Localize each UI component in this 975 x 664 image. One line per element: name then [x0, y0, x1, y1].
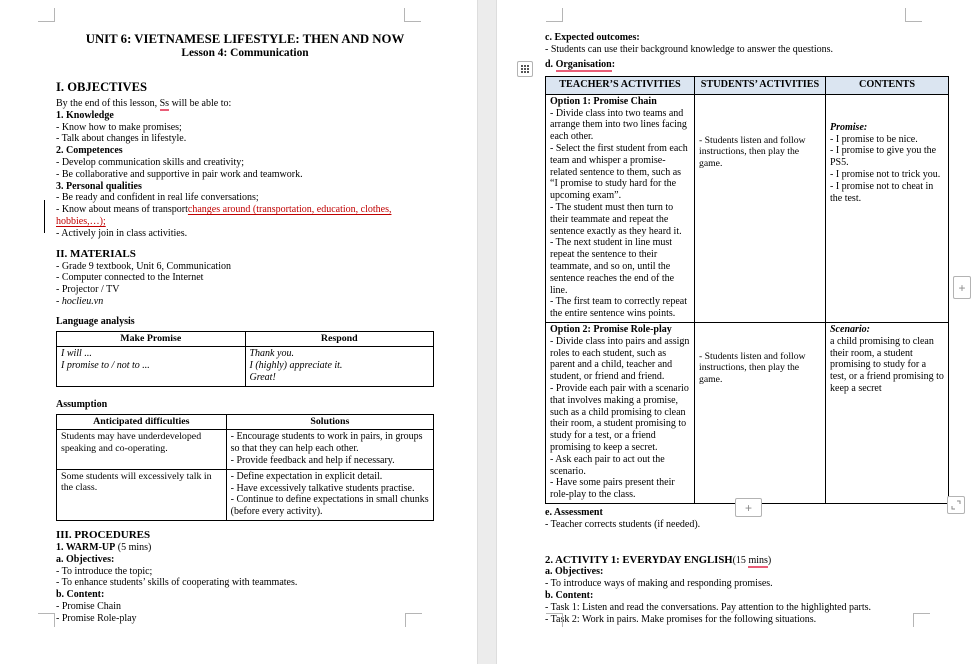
respond-line: Thank you. [249, 348, 294, 360]
assumption-heading: Assumption [56, 398, 108, 410]
option1-row [546, 94, 949, 322]
make-promise-line: I promise to / not to ... [61, 360, 150, 372]
option1-step: - The first team to correctly repeat the entire sentence wins points. [550, 296, 687, 320]
activity1-objectives-label: a. Objectives: [545, 566, 604, 578]
personal-item: - Be ready and confident in real life conversations; [56, 192, 259, 204]
knowledge-heading: 1. Knowledge [56, 109, 114, 121]
personal-qualities-heading: 3. Personal qualities [56, 180, 142, 192]
option2-title: Option 2: Promise Role-play [550, 324, 672, 336]
unit-title: UNIT 6: VIETNAMESE LIFESTYLE: THEN AND NOW [85, 32, 405, 46]
intro-text-pre: By the end of this lesson, [56, 98, 160, 109]
lesson-subtitle: Lesson 4: Communication [181, 47, 309, 59]
language-analysis-table [56, 331, 434, 387]
organisation-table [545, 76, 949, 504]
hoclieu-reference: hoclieu.vn [61, 295, 104, 307]
organisation-colon: : [611, 58, 616, 70]
solution-line: - Define expectation in explicit detail. [230, 470, 383, 482]
competences-item: - Develop communication skills and creativity; [56, 156, 245, 168]
text-boundary-mark [404, 8, 421, 22]
solution-line: - Encourage students to work in pairs, in groups so that they can help each other. [230, 431, 423, 455]
personal-item-with-insertion [56, 204, 434, 228]
text-boundary-mark [905, 8, 922, 22]
text-boundary-mark [405, 613, 422, 627]
assessment-label: e. Assessment [545, 506, 603, 518]
page-1-content [56, 32, 434, 624]
materials-item: - Projector / TV [56, 284, 120, 296]
option1-step: - The next student in line must repeat the sentence to their teammate, and so on, until the sentence reaches the end of the line. [550, 237, 675, 296]
respond-cell [245, 347, 434, 386]
table-handle-icon [521, 65, 529, 73]
solutions-header: Solutions [226, 414, 433, 430]
table-row [57, 430, 434, 469]
students-activities-cell: - Students listen and follow instructions, then play the game. [695, 94, 826, 322]
contents-cell [826, 94, 949, 322]
students-activities-cell: - Students listen and follow instructions, then play the game. [695, 323, 826, 504]
warmup-content-item: - Promise Chain [56, 600, 121, 612]
contents-cell [826, 323, 949, 504]
warmup-objective: - To enhance students’ skills of cooperating with teammates. [56, 577, 298, 589]
respond-line: I (highly) appreciate it. [249, 360, 343, 372]
objectives-intro [56, 98, 434, 110]
language-analysis-heading: Language analysis [56, 315, 135, 327]
dash: - [56, 295, 62, 307]
warmup-objectives-label: a. Objectives: [56, 553, 115, 565]
materials-item-link [56, 296, 434, 308]
option2-step: - Have some pairs present their role-play to the class. [550, 477, 675, 501]
objectives-heading: I. OBJECTIVES [56, 80, 147, 94]
option2-row [546, 323, 949, 504]
make-promise-cell [57, 347, 246, 386]
promise-example: - I promise to be nice. [830, 133, 918, 145]
respond-line: Great! [249, 371, 276, 383]
personal-item-text: - Know about means of transport [56, 204, 188, 216]
difficulties-header: Anticipated difficulties [57, 414, 227, 430]
competences-item: - Be collaborative and supportive in pair work and teamwork. [56, 168, 303, 180]
text-boundary-mark [38, 613, 55, 627]
expected-outcomes-item: - Students can use their background knowledge to answer the questions. [545, 43, 833, 55]
solution-line: - Continue to define expectations in small chunks (before every activity). [230, 494, 429, 518]
insert-row-plus-button[interactable]: + [735, 498, 762, 517]
solution-line: - Have excessively talkative students practise. [230, 482, 415, 494]
document-page-2 [497, 0, 975, 664]
organisation-word: Organisation [555, 58, 612, 70]
option1-step: - Divide class into two teams and arrange them into two lines facing each other. [550, 107, 687, 143]
teacher-activities-cell [546, 94, 695, 322]
teacher-activities-cell [546, 323, 695, 504]
text-boundary-mark [38, 8, 55, 22]
text-boundary-mark [913, 613, 930, 627]
knowledge-item: - Talk about changes in lifestyle. [56, 133, 187, 145]
personal-item: - Actively join in class activities. [56, 227, 188, 239]
materials-heading: II. MATERIALS [56, 247, 136, 260]
promise-example: - I promise not to trick you. [830, 169, 941, 181]
materials-item: - Computer connected to the Internet [56, 272, 204, 284]
solutions-cell [226, 469, 433, 520]
organisation-prefix: d. [545, 58, 556, 70]
difficulty-cell: Students may have underdeveloped speaking and co-operating. [57, 430, 227, 469]
resize-handle-button[interactable] [947, 496, 965, 514]
respond-header: Respond [245, 331, 434, 347]
table-header-row [57, 414, 434, 430]
knowledge-item: - Know how to make promises; [56, 121, 182, 133]
activity1-time-pre: (15 [732, 554, 749, 566]
students-activities-header: STUDENTS’ ACTIVITIES [695, 77, 826, 95]
activity1-mins: mins [748, 554, 768, 566]
assessment-item: - Teacher corrects students (if needed). [545, 518, 701, 530]
make-promise-header: Make Promise [57, 331, 246, 347]
solution-line: - Provide feedback and help if necessary. [230, 454, 395, 466]
warmup-heading [56, 542, 434, 554]
ss-abbreviation: Ss [159, 98, 170, 109]
organisation-label [545, 59, 949, 71]
scenario-title: Scenario: [830, 324, 870, 336]
contents-header: CONTENTS [826, 77, 949, 95]
option2-step: - Divide class into pairs and assign roles to each student, such as parent and a child, teacher and student, or friend and friend. [550, 335, 690, 383]
table-handle-button[interactable] [517, 61, 533, 77]
option1-title: Option 1: Promise Chain [550, 95, 657, 107]
option2-step: - Ask each pair to act out the scenario. [550, 453, 665, 477]
activity1-title: 2. ACTIVITY 1: EVERYDAY ENGLISH [545, 553, 733, 566]
activity1-objective: - To introduce ways of making and responding promises. [545, 578, 773, 590]
scenario-text: a child promising to clean their room, a student promising to study for a test, or a friend promising to keep a secret [830, 335, 944, 395]
teacher-activities-header: TEACHER’S ACTIVITIES [546, 77, 695, 95]
promise-title: Promise: [830, 121, 868, 133]
option2-step: - Provide each pair with a scenario that involves making a promise, such as a child promising to clean their room, a student promising to study for a test, or a friend promising to keep a secret. [550, 383, 689, 453]
competences-heading: 2. Competences [56, 145, 123, 157]
table-row [57, 469, 434, 520]
materials-item: - Grade 9 textbook, Unit 6, Communication [56, 260, 231, 272]
warmup-title: 1. WARM-UP [56, 541, 116, 553]
table-row [57, 347, 434, 386]
text-boundary-mark [546, 8, 563, 22]
activity1-content-label: b. Content: [545, 589, 594, 601]
option1-step: - Select the first student from each team and whisper a promise-related sentence to them, such as “I promise to study hard for the upcoming exam”. [550, 143, 688, 202]
promise-example: - I promise not to cheat in the test. [830, 180, 934, 204]
page-separator [477, 0, 497, 664]
text-boundary-mark [546, 613, 563, 627]
resize-corner-icon [951, 500, 961, 510]
expected-outcomes-label: c. Expected outcomes: [545, 32, 640, 43]
activity1-task: - Task 2: Work in pairs. Make promises for the following situations. [545, 613, 817, 625]
activity1-heading [545, 555, 949, 567]
margin-plus-button[interactable]: + [953, 276, 971, 299]
warmup-content-item: - Promise Role-play [56, 612, 137, 624]
table-header-row [57, 331, 434, 347]
procedures-heading: III. PROCEDURES [56, 528, 151, 541]
intro-text-post: will be able to: [169, 98, 232, 109]
tracked-change-insertion: changes around (transportation, education, clothes, hobbies,…); [56, 204, 392, 227]
option1-step: - The student must then turn to their teammate and repeat the sentence exactly as they heard it. [550, 202, 682, 237]
difficulty-cell: Some students will excessively talk in the class. [57, 469, 227, 520]
page-2-content [545, 32, 949, 625]
warmup-duration: (5 mins) [115, 541, 152, 553]
solutions-cell [226, 430, 433, 469]
promise-example: - I promise to give you the PS5. [830, 145, 937, 169]
make-promise-line: I will ... [61, 348, 92, 360]
activity1-time-post: ) [767, 554, 772, 566]
document-page-1 [0, 0, 477, 664]
warmup-content-label: b. Content: [56, 589, 105, 601]
table-header-row [546, 77, 949, 95]
assumption-table [56, 414, 434, 521]
warmup-objective: - To introduce the topic; [56, 565, 153, 577]
activity1-task: - Task 1: Listen and read the conversations. Pay attention to the highlighted parts. [545, 601, 871, 613]
tracked-change-bar [44, 200, 45, 233]
